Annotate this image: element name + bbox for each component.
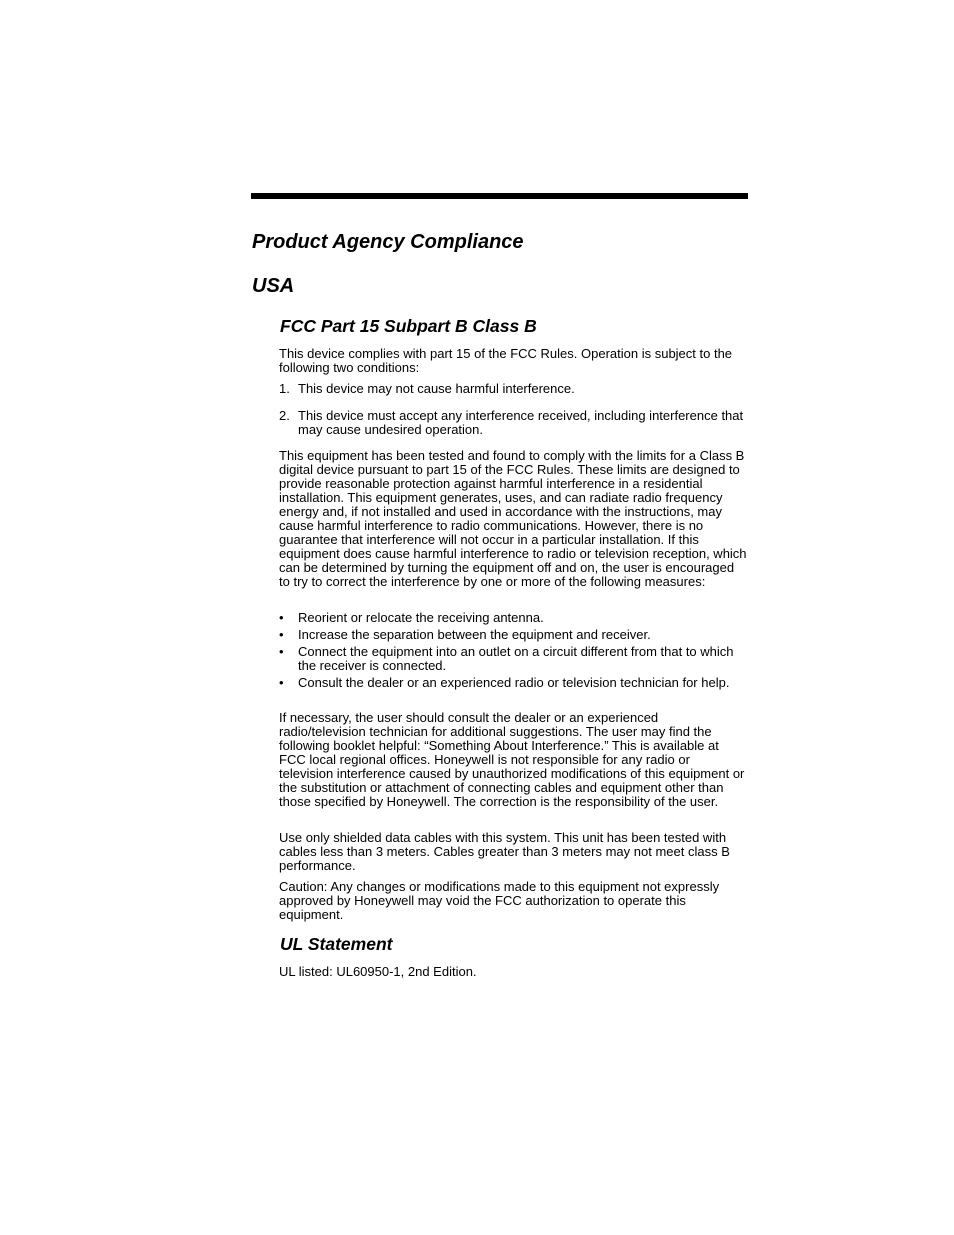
condition-item <box>279 382 747 396</box>
fcc-cables-paragraph: Use only shielded data cables with this system. This unit has been tested with cables less than 3 meters. Cables greater than 3 meters may not meet class B performance. <box>279 830 730 873</box>
measure-text: Consult the dealer or an experienced radio or television technician for help. <box>298 675 730 690</box>
measure-text: Connect the equipment into an outlet on a circuit different from that to which the receiver is connected. <box>298 644 734 673</box>
measure-item <box>279 645 747 673</box>
ul-subheading: UL Statement <box>280 934 393 954</box>
fcc-tested-paragraph: This equipment has been tested and found to comply with the limits for a Class B digital device pursuant to part 15 of the FCC Rules. These limits are designed to provide reasonable protection against harmful interference in a residential installation. This equipment generates, uses, and can radiate radio frequency energy and, if not installed and used in accordance with the instructions, may cause harmful interference to radio communications. However, there is no guarantee that interference will not occur in a particular installation. If this equipment does cause harmful interference to radio or television reception, which can be determined by turning the equipment off and on, the user is encouraged to try to correct the interference by one or more of the following measures: <box>279 448 747 589</box>
measure-item <box>279 676 747 690</box>
ul-statement-text: UL listed: UL60950-1, 2nd Edition. <box>279 964 477 979</box>
top-rule <box>251 193 748 199</box>
measure-text: Reorient or relocate the receiving antenna. <box>298 610 544 625</box>
condition-number: 2. <box>279 408 290 423</box>
condition-text: This device must accept any interference received, including interference that may cause undesired operation. <box>298 408 744 437</box>
measure-item <box>279 628 747 642</box>
section-heading-usa: USA <box>252 275 295 297</box>
condition-item <box>279 409 747 437</box>
bullet-mark: • <box>279 675 284 690</box>
bullet-mark: • <box>279 644 284 659</box>
measure-item <box>279 611 747 625</box>
page-heading: Product Agency Compliance <box>252 231 524 253</box>
fcc-caution-paragraph: Caution: Any changes or modifications made to this equipment not expressly approved by Honeywell may void the FCC authorization to operate this equipment. <box>279 879 720 922</box>
condition-number: 1. <box>279 381 290 396</box>
fcc-subheading: FCC Part 15 Subpart B Class B <box>280 316 537 336</box>
condition-text: This device may not cause harmful interference. <box>298 381 575 396</box>
measure-text: Increase the separation between the equipment and receiver. <box>298 627 651 642</box>
fcc-intro-paragraph: This device complies with part 15 of the FCC Rules. Operation is subject to the following two conditions: <box>279 346 733 375</box>
bullet-mark: • <box>279 610 284 625</box>
fcc-consult-paragraph: If necessary, the user should consult the dealer or an experienced radio/television technician for additional suggestions. The user may find the following booklet helpful: “Something About Interference.” This is available at FCC local regional offices. Honeywell is not responsible for any radio or television interference caused by unauthorized modifications of this equipment or the substitution or attachment of connecting cables and equipment other than those specified by Honeywell. The correction is the responsibility of the user. <box>279 710 745 809</box>
bullet-mark: • <box>279 627 284 642</box>
